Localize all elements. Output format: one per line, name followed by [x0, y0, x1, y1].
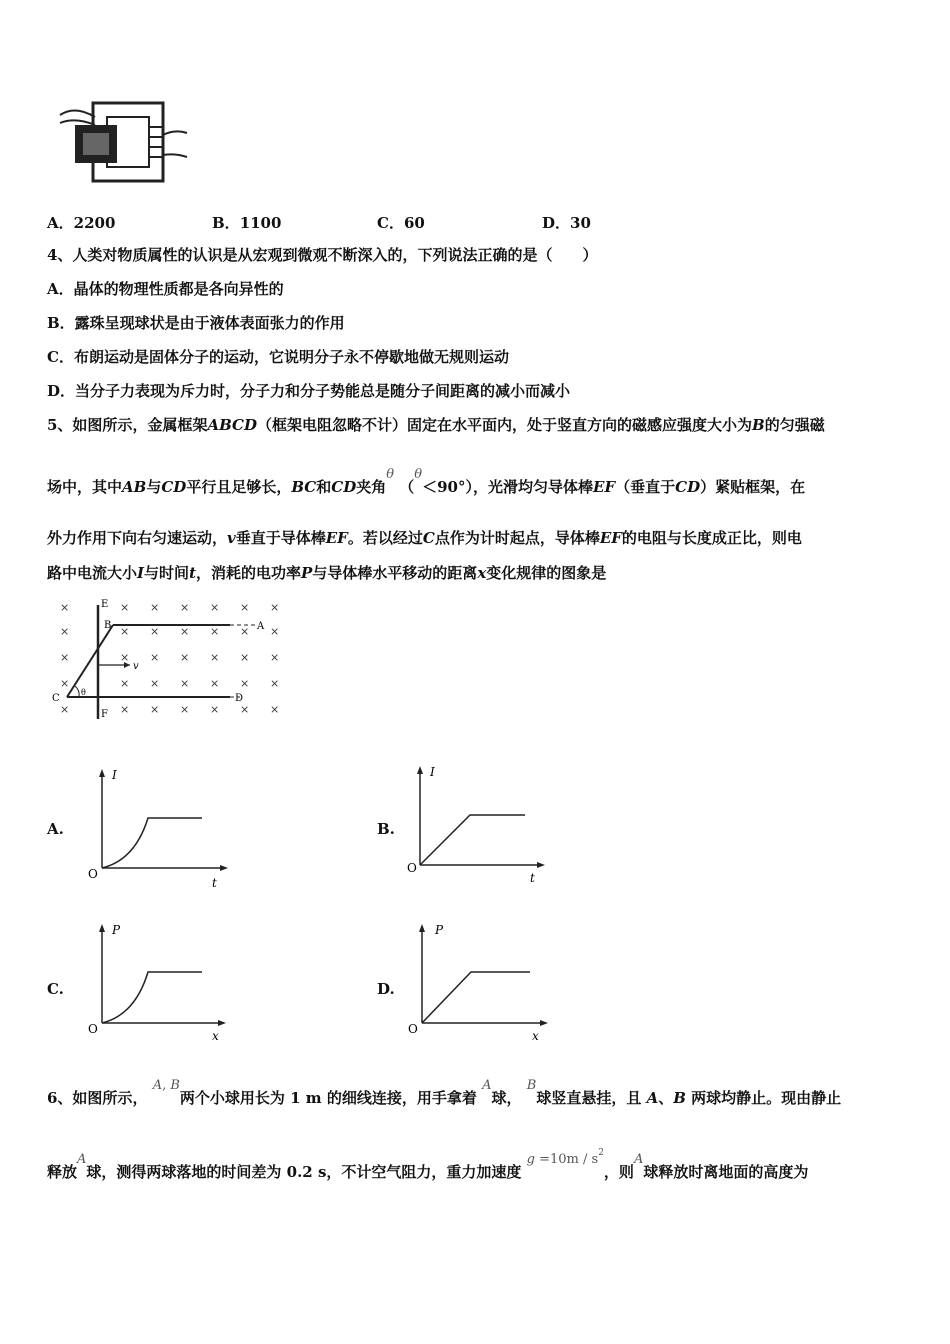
field-cross: × [60, 625, 70, 638]
field-cross: × [180, 601, 190, 614]
field-cross: × [270, 677, 280, 690]
graph-c-x: x [212, 1029, 219, 1043]
graph-c-y: P [112, 923, 121, 937]
q4-option-a: A．晶体的物理性质都是各向异性的 [47, 280, 284, 298]
graph-c-letter: C. [47, 980, 64, 998]
field-cross: × [60, 651, 70, 664]
q5-line-1: 5、如图所示，金属框架ABCD（框架电阻忽略不计）固定在水平面内，处于竖直方向的磁感应强度大小为B的匀强磁 [47, 416, 825, 434]
field-cross: × [150, 625, 160, 638]
field-cross: × [210, 703, 220, 716]
graph-a-x: t [212, 876, 217, 890]
q6-line-2: 释放A球，测得两球落地的时间差为 0.2 s，不计空气阻力，重力加速度 $g =10m / s^2$，则A球释放时离地面的高度为 [47, 1148, 809, 1181]
field-cross: × [240, 651, 250, 664]
field-cross: × [180, 703, 190, 716]
field-cross: × [120, 703, 130, 716]
label-f: F [101, 709, 108, 720]
q5-line-2: 场中，其中AB与CD平行且足够长，BC和CD夹角θ （θ＜90°），光滑均匀导体棒EF（垂直于CD）紧贴框架，在 [47, 467, 806, 496]
q5-line-3: 外力作用下向右匀速运动，v垂直于导体棒EF。若以经过C点作为计时起点，导体棒EF的电阻与长度成正比，则电 [47, 529, 802, 547]
label-d: D [235, 693, 244, 704]
field-cross: × [240, 601, 250, 614]
graph-a [80, 765, 240, 890]
field-cross: × [210, 625, 220, 638]
graph-a-origin: O [88, 867, 98, 881]
graph-c-origin: O [88, 1022, 98, 1036]
label-a: A [257, 621, 265, 632]
transformer-figure [55, 95, 190, 190]
graph-d-letter: D. [377, 980, 395, 998]
label-theta: θ [81, 688, 86, 697]
field-cross: × [60, 677, 70, 690]
graph-d [400, 920, 560, 1045]
graph-d-x: x [532, 1029, 539, 1043]
label-c: C [52, 693, 60, 704]
graph-b-origin: O [407, 861, 417, 875]
graph-b-letter: B. [377, 820, 395, 838]
field-cross: × [210, 677, 220, 690]
field-cross: × [180, 651, 190, 664]
field-cross: × [240, 677, 250, 690]
field-cross: × [150, 601, 160, 614]
field-cross: × [180, 625, 190, 638]
q4-option-c: C．布朗运动是固体分子的运动，它说明分子永不停歇地做无规则运动 [47, 348, 509, 366]
graph-a-letter: A. [47, 820, 64, 838]
graph-b-y: I [430, 765, 435, 779]
graph-b [400, 762, 560, 887]
label-b: B [104, 620, 112, 631]
q5-line-4: 路中电流大小I与时间t，消耗的电功率P与导体棒水平移动的距离x变化规律的图象是 [47, 564, 607, 582]
field-cross: × [120, 625, 130, 638]
q3-option-c: C．60 [377, 214, 425, 232]
field-cross: × [150, 677, 160, 690]
label-e: E [101, 599, 109, 610]
field-cross: × [180, 677, 190, 690]
field-cross: × [120, 677, 130, 690]
field-cross: × [120, 601, 130, 614]
field-cross: × [150, 703, 160, 716]
graph-c [80, 920, 240, 1045]
graph-d-origin: O [408, 1022, 418, 1036]
field-cross: × [150, 651, 160, 664]
field-cross: × [240, 703, 250, 716]
q6-line-1: 6、如图所示， A, B两个小球用长为 1 m 的细线连接，用手拿着 A球， B球竖直悬挂，且 A、B 两球均静止。现由静止 [47, 1078, 842, 1107]
q3-option-a: A．2200 [47, 214, 116, 232]
graph-a-y: I [112, 768, 117, 782]
field-cross: × [210, 601, 220, 614]
field-cross: × [240, 625, 250, 638]
field-cross: × [270, 651, 280, 664]
q4-option-d: D．当分子力表现为斥力时，分子力和分子势能总是随分子间距离的减小而减小 [47, 382, 571, 400]
label-v: v [133, 661, 139, 672]
field-cross: × [210, 651, 220, 664]
q4-stem: 4、人类对物质属性的认识是从宏观到微观不断深入的，下列说法正确的是（ ） [47, 246, 598, 264]
graph-b-x: t [530, 871, 535, 885]
field-cross: × [60, 601, 70, 614]
field-cross: × [270, 601, 280, 614]
q3-option-d: D．30 [542, 214, 591, 232]
graph-d-y: P [435, 923, 444, 937]
field-cross: × [270, 703, 280, 716]
q5-frame-figure [45, 595, 285, 720]
q3-option-b: B．1100 [212, 214, 282, 232]
field-cross: × [120, 651, 130, 664]
q4-option-b: B．露珠呈现球状是由于液体表面张力的作用 [47, 314, 345, 332]
field-cross: × [60, 703, 70, 716]
field-cross: × [270, 625, 280, 638]
